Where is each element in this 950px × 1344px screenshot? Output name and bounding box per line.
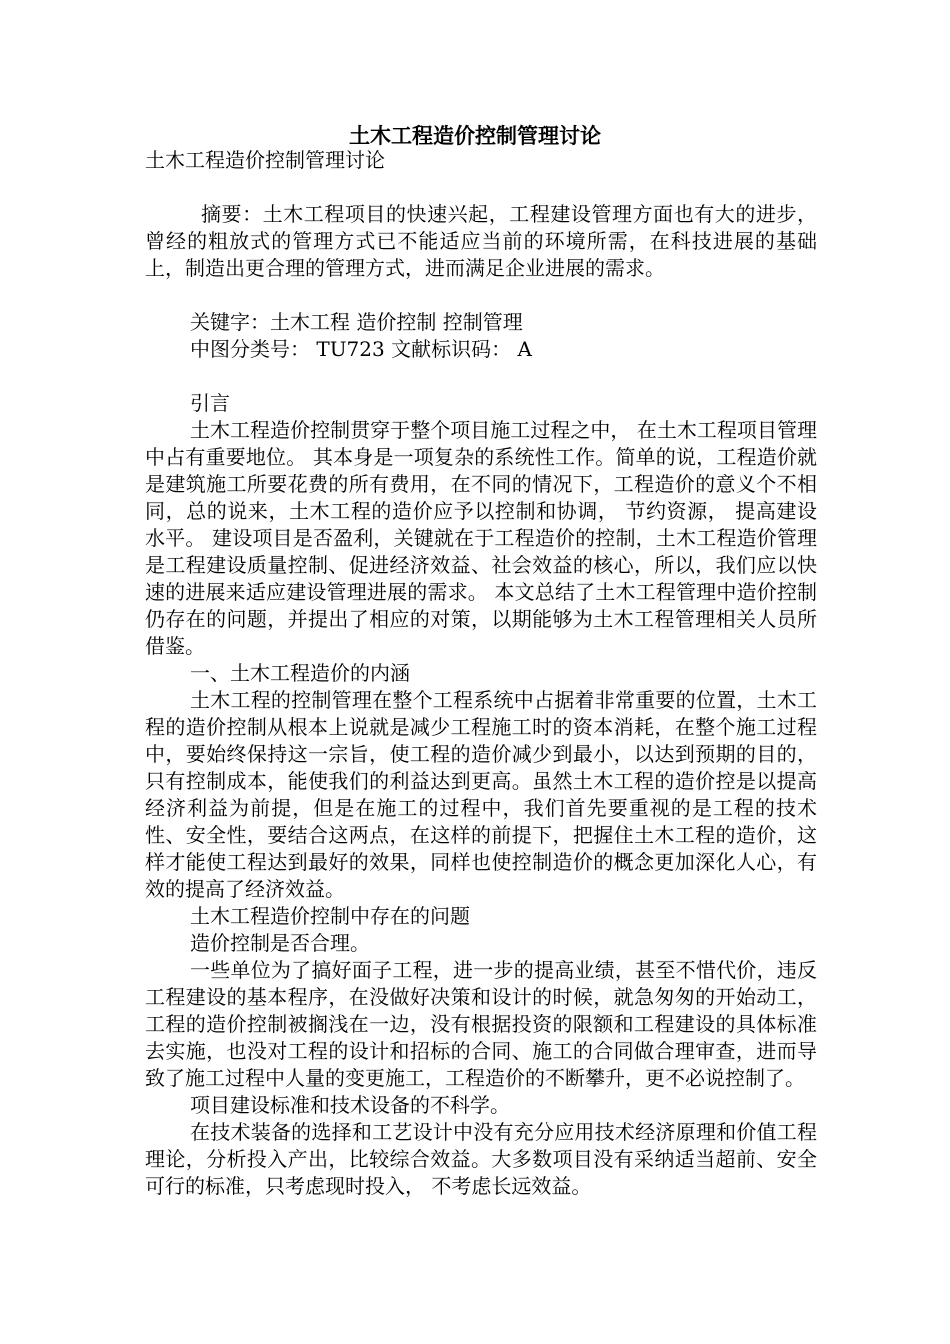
section1-heading: 一、土木工程造价的内涵 [190, 661, 410, 685]
intro-paragraph: 土木工程造价控制贯穿于整个项目施工过程之中， 在土木工程项目管理中占有重要地位。 其本身是一项复杂的系统性工作。简单的说，工程造价就是建筑施工所要花费的所有费用，在不同的情况下，工程造价的意义个不相同，总的说来，土木工程的造价应予以控制和协调， 节约资源， 提高建设水平。 建设项目是否盈利，关键就在于工程造价的控制，土木工程造价管理是工程建设质量控制、促进经济效益、社会效益的核心，所以，我们应以快速的进展来适应建设管理进展的需求。 本文总结了土木工程管理中造价控制仍存在的问题，并提出了相应的对策，以期能够为土木工程管理相关人员所借鉴。 [145, 418, 817, 658]
section1-paragraph: 土木工程的控制管理在整个工程系统中占据着非常重要的位置，土木工程的造价控制从根本上说就是减少工程施工时的资本消耗，在整个施工过程中，要始终保持这一宗旨，使工程的造价减少到最小，以达到预期的目的，只有控制成本，能使我们的利益达到更高。虽然土木工程的造价控是以提高经济利益为前提，但是在施工的过程中，我们首先要重视的是工程的技术性、安全性，要结合这两点，在这样的前提下，把握住土木工程的造价，这样才能使工程达到最好的效果，同样也使控制造价的概念更加深化人心，有效的提高了经济效益。 [145, 688, 817, 901]
section2-paragraph-1: 一些单位为了搞好面子工程，进一步的提高业绩，甚至不惜代价，违反工程建设的基本程序，在没做好决策和设计的时候，就急匆匆的开始动工，工程的造价控制被搁浅在一边，没有根据投资的限额和工程建设的具体标准去实施，也没对工程的设计和招标的合同、施工的合同做合理审查，进而导致了施工过程中人量的变更施工，工程造价的不断攀升，更不必说控制了。 [145, 958, 817, 1090]
abstract-paragraph: 摘要：土木工程项目的快速兴起，工程建设管理方面也有大的进步，曾经的粗放式的管理方式已不能适应当前的环境所需，在科技进展的基础上，制造出更合理的管理方式，进而满足企业进展的需求。 [145, 202, 817, 280]
intro-heading: 引言 [190, 391, 230, 415]
section2-subheading-1: 造价控制是否合理。 [190, 931, 370, 955]
keywords-line: 关键字：土木工程 造价控制 控制管理 [190, 310, 523, 334]
document-title: 土木工程造价控制管理讨论 [349, 123, 601, 148]
section2-paragraph-2: 在技术装备的选择和工艺设计中没有充分应用技术经济原理和价值工程理论，分析投入产出，比较综合效益。大多数项目没有采纳适当超前、安全可行的标准，只考虑现时投入， 不考虑长远效益。 [145, 1120, 817, 1198]
document-body [145, 147, 817, 1200]
document-subtitle: 土木工程造价控制管理讨论 [145, 148, 385, 172]
section2-heading: 土木工程造价控制中存在的问题 [190, 904, 470, 928]
section2-subheading-2: 项目建设标准和技术设备的不科学。 [190, 1093, 510, 1117]
classification-line: 中图分类号： TU723 文献标识码： A [190, 337, 532, 361]
